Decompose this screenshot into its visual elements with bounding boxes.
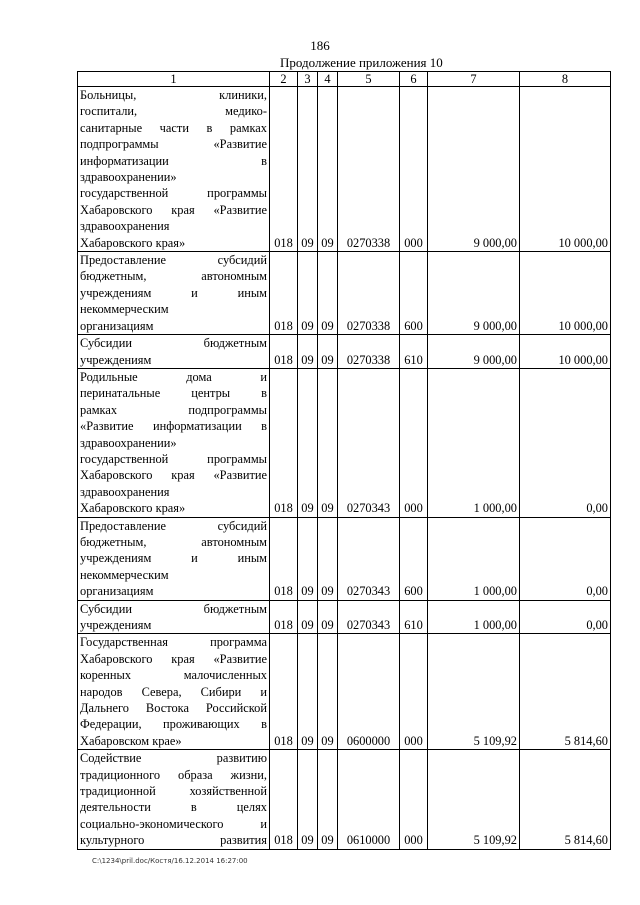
amount-2016: 0,00 xyxy=(520,517,611,600)
amount-2015: 9 000,00 xyxy=(428,335,520,369)
table-row xyxy=(78,252,611,335)
target-article-code: 0270343 xyxy=(338,368,400,517)
row-description xyxy=(78,335,270,369)
header-cell: 1 xyxy=(78,72,270,87)
row-description xyxy=(78,87,270,252)
description-line: социально-экономического и xyxy=(80,816,267,831)
section-code: 09 xyxy=(298,750,318,849)
row-description xyxy=(78,750,270,849)
amount-2016: 0,00 xyxy=(520,368,611,517)
target-article-code: 0600000 xyxy=(338,634,400,750)
description-line: Субсидии бюджетным xyxy=(80,601,267,616)
description-line: «Развитие информатизации в xyxy=(80,419,267,434)
description-line: рамках подпрограммы xyxy=(80,402,267,417)
amount-2016: 10 000,00 xyxy=(520,87,611,252)
description-line: Предоставление субсидий xyxy=(80,253,267,268)
description-line: Хабаровского края «Развитие xyxy=(80,651,267,666)
file-path-footer: C:\1234\pril.doc/Костя/16.12.2014 16:27:00 xyxy=(92,857,248,865)
target-article-code: 0270338 xyxy=(338,87,400,252)
target-article-code: 0270338 xyxy=(338,252,400,335)
description-line: Хабаровского края» xyxy=(80,235,186,250)
row-description xyxy=(78,252,270,335)
description-line: Предоставление субсидий xyxy=(80,518,267,533)
amount-2015: 9 000,00 xyxy=(428,252,520,335)
section-code: 09 xyxy=(298,252,318,335)
description-line: Хабаровского края «Развитие xyxy=(80,202,267,217)
description-line: Хабаровского края «Развитие xyxy=(80,468,267,483)
description-line: некоммерческим xyxy=(80,302,169,317)
description-line: Государственная программа xyxy=(80,635,267,650)
amount-2016: 5 814,60 xyxy=(520,634,611,750)
description-line: бюджетным, автономным xyxy=(80,269,267,284)
description-line: Хабаровском крае» xyxy=(80,733,182,748)
description-line: здравоохранения xyxy=(80,219,170,234)
expense-type-code: 600 xyxy=(400,252,428,335)
amount-2016: 0,00 xyxy=(520,600,611,634)
budget-table xyxy=(77,71,611,850)
table-row xyxy=(78,335,611,369)
description-line: народов Севера, Сибири и xyxy=(80,684,267,699)
description-line: подпрограммы «Развитие xyxy=(80,137,267,152)
subsection-code: 09 xyxy=(318,517,338,600)
description-line: некоммерческим xyxy=(80,567,169,582)
description-line: Содействие развитию xyxy=(80,751,267,766)
page-number: 186 xyxy=(310,38,330,53)
target-article-code: 0270343 xyxy=(338,600,400,634)
header-cell: 5 xyxy=(338,72,400,87)
description-line: учреждениям и иным xyxy=(80,285,267,300)
subsection-code: 09 xyxy=(318,634,338,750)
ministry-code: 018 xyxy=(270,368,298,517)
ministry-code: 018 xyxy=(270,252,298,335)
description-line: Дальнего Востока Российской xyxy=(80,701,267,716)
row-description xyxy=(78,368,270,517)
section-code: 09 xyxy=(298,335,318,369)
header-cell: 2 xyxy=(270,72,298,87)
table-body xyxy=(78,87,611,850)
expense-type-code: 610 xyxy=(400,600,428,634)
expense-type-code: 000 xyxy=(400,368,428,517)
row-description xyxy=(78,600,270,634)
expense-type-code: 610 xyxy=(400,335,428,369)
amount-2016: 10 000,00 xyxy=(520,252,611,335)
header-cell: 4 xyxy=(318,72,338,87)
description-line: культурного развития xyxy=(80,833,267,848)
description-line: государственной программы xyxy=(80,186,267,201)
description-line: Федерации, проживающих в xyxy=(80,717,267,732)
ministry-code: 018 xyxy=(270,335,298,369)
amount-2015: 1 000,00 xyxy=(428,368,520,517)
table-row xyxy=(78,600,611,634)
description-line: организациям xyxy=(80,584,154,599)
table-row xyxy=(78,634,611,750)
target-article-code: 0270338 xyxy=(338,335,400,369)
description-line: информатизации в xyxy=(80,153,267,168)
description-line: деятельности в целях xyxy=(80,800,267,815)
subsection-code: 09 xyxy=(318,600,338,634)
amount-2015: 5 109,92 xyxy=(428,634,520,750)
expense-type-code: 000 xyxy=(400,634,428,750)
expense-type-code: 000 xyxy=(400,87,428,252)
description-line: коренных малочисленных xyxy=(80,668,267,683)
description-line: учреждениям xyxy=(80,352,152,367)
description-line: санитарные части в рамках xyxy=(80,120,267,135)
section-code: 09 xyxy=(298,517,318,600)
description-line: учреждениям и иным xyxy=(80,551,267,566)
subsection-code: 09 xyxy=(318,368,338,517)
description-line: традиционной хозяйственной xyxy=(80,784,267,799)
expense-type-code: 600 xyxy=(400,517,428,600)
ministry-code: 018 xyxy=(270,600,298,634)
subsection-code: 09 xyxy=(318,335,338,369)
table-row xyxy=(78,87,611,252)
description-line: здравоохранении» xyxy=(80,435,177,450)
header-cell: 3 xyxy=(298,72,318,87)
amount-2015: 5 109,92 xyxy=(428,750,520,849)
description-line: Больницы, клиники, xyxy=(80,88,267,102)
description-line: здравоохранения xyxy=(80,484,170,499)
description-line: бюджетным, автономным xyxy=(80,534,267,549)
ministry-code: 018 xyxy=(270,517,298,600)
target-article-code: 0610000 xyxy=(338,750,400,849)
description-line: здравоохранении» xyxy=(80,170,177,185)
description-line: Субсидии бюджетным xyxy=(80,336,267,351)
description-line: Хабаровского края» xyxy=(80,501,186,516)
amount-2015: 1 000,00 xyxy=(428,517,520,600)
header-row xyxy=(78,72,611,87)
subsection-code: 09 xyxy=(318,252,338,335)
amount-2015: 1 000,00 xyxy=(428,600,520,634)
expense-type-code: 000 xyxy=(400,750,428,849)
description-line: госпитали, медико- xyxy=(80,104,267,119)
description-line: перинатальные центры в xyxy=(80,386,267,401)
continuation-caption: Продолжение приложения 10 xyxy=(280,55,443,70)
section-code: 09 xyxy=(298,600,318,634)
subsection-code: 09 xyxy=(318,750,338,849)
ministry-code: 018 xyxy=(270,634,298,750)
target-article-code: 0270343 xyxy=(338,517,400,600)
section-code: 09 xyxy=(298,87,318,252)
ministry-code: 018 xyxy=(270,750,298,849)
ministry-code: 018 xyxy=(270,87,298,252)
header-cell: 6 xyxy=(400,72,428,87)
table-row xyxy=(78,368,611,517)
row-description xyxy=(78,517,270,600)
amount-2016: 5 814,60 xyxy=(520,750,611,849)
header-cell: 7 xyxy=(428,72,520,87)
description-line: организациям xyxy=(80,318,154,333)
amount-2015: 9 000,00 xyxy=(428,87,520,252)
table-row xyxy=(78,517,611,600)
header-cell: 8 xyxy=(520,72,611,87)
subsection-code: 09 xyxy=(318,87,338,252)
description-line: Родильные дома и xyxy=(80,369,267,384)
section-code: 09 xyxy=(298,634,318,750)
description-line: государственной программы xyxy=(80,451,267,466)
amount-2016: 10 000,00 xyxy=(520,335,611,369)
table-row xyxy=(78,750,611,849)
row-description xyxy=(78,634,270,750)
description-line: учреждениям xyxy=(80,618,152,632)
description-line: традиционного образа жизни, xyxy=(80,767,267,782)
section-code: 09 xyxy=(298,368,318,517)
